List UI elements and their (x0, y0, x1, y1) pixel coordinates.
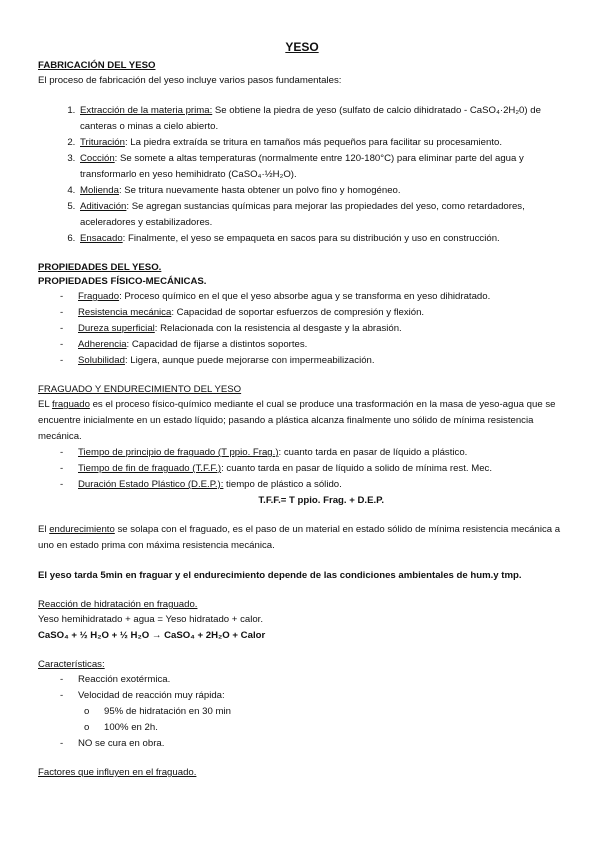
reaccion-line: Yeso hemihidratado + agua = Yeso hidratado + calor. (38, 614, 264, 625)
intro-term: fraguado (52, 399, 90, 410)
velocidad-sublist (38, 704, 566, 736)
list-item (78, 183, 566, 199)
item-text: tiempo de plástico a sólido. (223, 479, 342, 490)
section-heading-fabricacion: FABRICACIÓN DEL YESO (38, 60, 156, 71)
step-text: : Finalmente, el yeso se empaqueta en sacos para su distribución y uso en construcción. (122, 233, 500, 244)
sublist-item: o 95% de hidratación en 30 min (38, 704, 566, 720)
step-text: Se obtiene la piedra de yeso (sulfato de calcio dihidratado - CaSO₄·2H₂0) de canteras o minas a cielo abierto. (80, 105, 541, 132)
item-term: Solubilidad (78, 355, 125, 366)
section-heading-propiedades: PROPIEDADES DEL YESO. (38, 262, 162, 273)
section-heading-caracteristicas: Características: (38, 659, 105, 670)
list-item (78, 135, 566, 151)
list-item: - Reacción exotérmica. (38, 672, 566, 688)
reaccion-equation: CaSO₄ + ½ H₂O + ½ H₂O → CaSO₄ + 2H₂O + Calor (38, 630, 266, 641)
step-text: : Se somete a altas temperaturas (normalmente entre 120-180°C) para eliminar parte del agua y transformarlo en yeso hemihidrato (CaSO₄·½H₂O). (80, 153, 524, 180)
item-text: : Proceso químico en el que el yeso absorbe agua y se transforma en yeso dihidratado. (119, 291, 491, 302)
step-term: Cocción (80, 153, 115, 164)
item-term: Resistencia mecánica (78, 307, 172, 318)
endurecimiento-prefix: El (38, 524, 50, 535)
subheading-fisico-mecanicas: PROPIEDADES FÍSICO-MECÁNICAS. (38, 276, 207, 287)
endurecimiento-text: se solapa con el fraguado, es el paso de un material en estado sólido de mínima resistencia mecánica a uno en estado prima con máxima resistencia mecánica. (38, 524, 561, 551)
item-text: : cuanto tarda en pasar de líquido a solido de mínima rest. Mec. (221, 463, 493, 474)
endurecimiento-paragraph (38, 522, 566, 554)
section-heading-fraguado: FRAGUADO Y ENDURECIMIENTO DEL YESO (38, 384, 242, 395)
step-text: : Se agregan sustancias químicas para mejorar las propiedades del yeso, como retardadores, aceleradores y estabilizadores. (80, 201, 525, 228)
step-term: Molienda (80, 185, 119, 196)
item-text: : Relacionada con la resistencia al desgaste y la abrasión. (154, 323, 402, 334)
item-term: Duración Estado Plástico (D.E.P.): (78, 479, 224, 490)
section-heading-reaccion: Reacción de hidratación en fraguado. (38, 599, 198, 610)
item-text: Velocidad de reacción muy rápida: (78, 690, 225, 701)
item-text: : Capacidad de soportar esfuerzos de compresión y flexión. (171, 307, 425, 318)
propiedades-list (38, 289, 566, 369)
caracteristicas-list (38, 672, 566, 704)
item-term: Tiempo de fin de fraguado (T.F.F.) (78, 463, 222, 474)
intro-text: es el proceso físico-químico mediante el cual se produce una trasformación en la masa de yeso-agua que se encuentre inicialmente en un estado líquido; pasando a plástica alcanza finalmente uno sólido de mínima resistencia mecánica. (38, 399, 556, 442)
fraguado-intro (38, 397, 566, 445)
item-text: : Capacidad de fijarse a distintos soportes. (126, 339, 308, 350)
fabricacion-steps-list (38, 103, 566, 247)
fraguado-time-note: El yeso tarda 5min en fraguar y el endurecimiento depende de las condiciones ambientales de hum.y tmp. (38, 570, 522, 581)
list-item (78, 103, 566, 135)
document-page (38, 40, 566, 780)
step-text: : Se tritura nuevamente hasta obtener un polvo fino y homogéneo. (118, 185, 401, 196)
document-title: YESO (285, 40, 319, 54)
step-term: Ensacado (80, 233, 123, 244)
step-term: Aditivación (80, 201, 127, 212)
fraguado-times-list (38, 445, 566, 493)
step-text: : La piedra extraída se tritura en tamaños más pequeños para facilitar su procesamiento. (124, 137, 502, 148)
list-item (38, 688, 566, 704)
list-item (38, 337, 566, 353)
list-item (38, 305, 566, 321)
list-item (78, 199, 566, 231)
list-item (38, 289, 566, 305)
list-item (38, 445, 566, 461)
section-heading-factores: Factores que influyen en el fraguado. (38, 767, 197, 778)
caracteristicas-list-cont (38, 736, 566, 752)
fraguado-formula: T.F.F.= T ppio. Frag. + D.E.P. (258, 495, 384, 506)
intro-prefix: EL (38, 399, 53, 410)
item-text: : cuanto tarda en pasar de líquido a plástico. (278, 447, 468, 458)
list-item (38, 477, 566, 493)
list-item: - NO se cura en obra. (38, 736, 566, 752)
sublist-item: o 100% en 2h. (38, 720, 566, 736)
step-term: Trituración (80, 137, 125, 148)
list-item (38, 353, 566, 369)
item-term: Tiempo de principio de fraguado (T ppio. Frag.) (78, 447, 279, 458)
item-term: Dureza superficial (78, 323, 155, 334)
endurecimiento-term: endurecimiento (49, 524, 115, 535)
list-item (38, 321, 566, 337)
list-item (78, 231, 566, 247)
list-item (38, 461, 566, 477)
item-text: : Ligera, aunque puede mejorarse con impermeabilización. (124, 355, 375, 366)
item-term: Adherencia (78, 339, 127, 350)
list-item (78, 151, 566, 183)
fabricacion-intro: El proceso de fabricación del yeso incluye varios pasos fundamentales: (38, 75, 342, 86)
step-term: Extracción de la materia prima: (80, 105, 213, 116)
item-term: Fraguado (78, 291, 120, 302)
